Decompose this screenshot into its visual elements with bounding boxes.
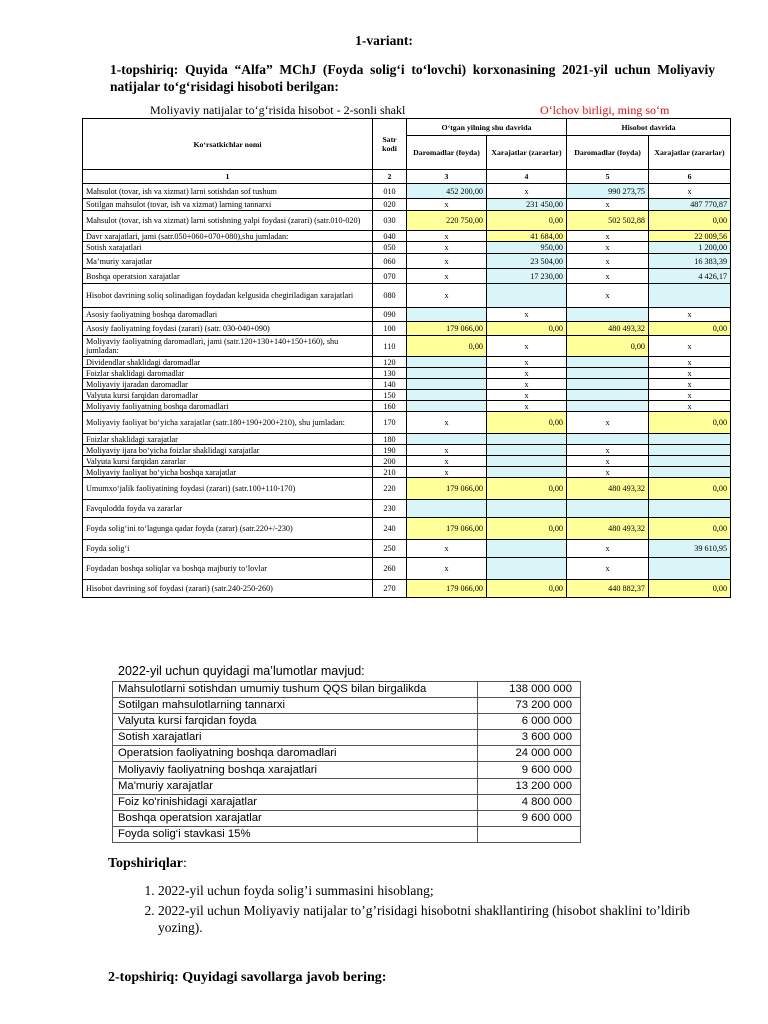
row-code: 130 <box>373 368 407 379</box>
row-name: Favqulodda foyda va zararlar <box>83 500 373 518</box>
row-name: Moliyaviy ijaradan daromadlar <box>83 379 373 390</box>
col-number: 2 <box>373 170 407 184</box>
cell-c5: x <box>567 269 649 284</box>
cell-c4 <box>487 558 567 580</box>
cell-c3: 0,00 <box>407 336 487 357</box>
tasks-title <box>108 856 187 872</box>
cell-c4: 0,00 <box>487 412 567 434</box>
row-code: 120 <box>373 357 407 368</box>
report-row <box>83 308 731 322</box>
cell-c5: x <box>567 412 649 434</box>
row-name: Sotish xarajatlari <box>83 242 373 254</box>
cell-c3 <box>407 390 487 401</box>
cell-c4: 0,00 <box>487 478 567 500</box>
report-row <box>83 445 731 456</box>
cell-c3 <box>407 357 487 368</box>
cell-c6: 0,00 <box>649 322 731 336</box>
row-name: Moliyaviy faoliyat bo‘yicha boshqa xarajatlar <box>83 467 373 478</box>
report-row <box>83 580 731 598</box>
row-code: 030 <box>373 211 407 231</box>
cell-c4 <box>487 445 567 456</box>
cell-c5: x <box>567 540 649 558</box>
cell-c6: 1 200,00 <box>649 242 731 254</box>
cell-c4: 0,00 <box>487 211 567 231</box>
report-row <box>83 357 731 368</box>
header-prev-expense: Xarajatlar (zararlar) <box>487 136 567 170</box>
row-name: Foyda solig‘i <box>83 540 373 558</box>
report-row <box>83 322 731 336</box>
cell-c6: x <box>649 379 731 390</box>
row-code: 260 <box>373 558 407 580</box>
cell-c3 <box>407 401 487 412</box>
cell-c6: 487 770,87 <box>649 199 731 211</box>
row-code: 170 <box>373 412 407 434</box>
data-2022-row <box>113 826 581 842</box>
task-item: 2. 2022-yil uchun Moliyaviy natijalar to’g’risidagi hisobotni shakllantiring (hisobot shaklini to’ldirib yozing). <box>158 902 738 936</box>
cell-c6 <box>649 284 731 308</box>
task1-heading: 1-topshiriq: Quyida “Alfa” MChJ (Foyda solig‘i to‘lovchi) korxonasining 2021-yil uchun Moliyaviy natijalar to‘g‘risidagi hisoboti berilgan: <box>110 62 715 94</box>
cell-c6: x <box>649 401 731 412</box>
cell-c5: x <box>567 254 649 269</box>
cell-c6: x <box>649 390 731 401</box>
data-2022-label: Sotish xarajatlari <box>113 730 478 746</box>
cell-c3: 179 066,00 <box>407 322 487 336</box>
cell-c6: 0,00 <box>649 580 731 598</box>
row-name: Valyuta kursi farqidan daromadlar <box>83 390 373 401</box>
cell-c6: x <box>649 184 731 199</box>
report-row <box>83 284 731 308</box>
row-code: 050 <box>373 242 407 254</box>
cell-c6: 22 009,56 <box>649 231 731 242</box>
report-row <box>83 379 731 390</box>
data-2022-value: 4 800 000 <box>478 794 581 810</box>
row-code: 090 <box>373 308 407 322</box>
row-name: Davr xarajatlari, jami (satr.050+060+070+080),shu jumladan: <box>83 231 373 242</box>
report-row <box>83 368 731 379</box>
cell-c6: 39 610,95 <box>649 540 731 558</box>
header-indicator-name: Ko‘rsatkichlar nomi <box>83 119 373 170</box>
header-prev-income: Daromadlar (foyda) <box>407 136 487 170</box>
cell-c5: 480 493,32 <box>567 322 649 336</box>
cell-c3 <box>407 500 487 518</box>
row-name: Moliyaviy faoliyat bo‘yicha xarajatlar (satr.180+190+200+210), shu jumladan: <box>83 412 373 434</box>
cell-c3: x <box>407 445 487 456</box>
data-2022-intro: 2022-yil uchun quyidagi ma’lumotlar mavjud: <box>118 664 365 678</box>
cell-c6: x <box>649 336 731 357</box>
data-2022-table <box>112 681 581 843</box>
cell-c6: x <box>649 357 731 368</box>
cell-c6: 0,00 <box>649 478 731 500</box>
cell-c3: 179 066,00 <box>407 580 487 598</box>
data-2022-row <box>113 746 581 762</box>
cell-c4: 0,00 <box>487 322 567 336</box>
row-name: Asosiy faoliyatning boshqa daromadlari <box>83 308 373 322</box>
cell-c3: x <box>407 540 487 558</box>
row-code: 190 <box>373 445 407 456</box>
data-2022-label: Mahsulotlarni sotishdan umumiy tushum QQS bilan birgalikda <box>113 682 478 698</box>
cell-c4: 17 230,00 <box>487 269 567 284</box>
cell-c5: 440 882,37 <box>567 580 649 598</box>
cell-c3: 179 066,00 <box>407 478 487 500</box>
row-code: 160 <box>373 401 407 412</box>
cell-c5 <box>567 357 649 368</box>
cell-c5: x <box>567 199 649 211</box>
data-2022-value: 24 000 000 <box>478 746 581 762</box>
report-unit: O‘lchov birligi, ming so‘m <box>540 103 670 117</box>
cell-c5: x <box>567 558 649 580</box>
row-name: Moliyaviy faoliyatning daromadlari, jami (satr.120+130+140+150+160), shu jumladan: <box>83 336 373 357</box>
cell-c3 <box>407 379 487 390</box>
data-2022-label: Sotilgan mahsulotlarning tannarxi <box>113 698 478 714</box>
cell-c4 <box>487 434 567 445</box>
data-2022-label: Valyuta kursi farqidan foyda <box>113 714 478 730</box>
data-2022-label: Foiz ko'rinishidagi xarajatlar <box>113 794 478 810</box>
report-row <box>83 478 731 500</box>
tasks-title-text: Topshiriqlar <box>108 856 183 871</box>
row-code: 200 <box>373 456 407 467</box>
report-row <box>83 500 731 518</box>
cell-c6: 16 383,39 <box>649 254 731 269</box>
row-name: Sotilgan mahsulot (tovar, ish va xizmat) larning tannarxi <box>83 199 373 211</box>
cell-c3: x <box>407 456 487 467</box>
cell-c6 <box>649 467 731 478</box>
row-name: Asosiy faoliyatning foydasi (zarari) (satr. 030-040+090) <box>83 322 373 336</box>
cell-c3: 452 200,00 <box>407 184 487 199</box>
data-2022-label: Ma'muriy xarajatlar <box>113 778 478 794</box>
cell-c6: x <box>649 308 731 322</box>
cell-c3: x <box>407 254 487 269</box>
cell-c5 <box>567 434 649 445</box>
row-code: 270 <box>373 580 407 598</box>
row-name: Foizlar shaklidagi daromadlar <box>83 368 373 379</box>
report-row <box>83 434 731 445</box>
row-code: 060 <box>373 254 407 269</box>
cell-c3: 220 750,00 <box>407 211 487 231</box>
cell-c5: 502 502,88 <box>567 211 649 231</box>
cell-c6 <box>649 558 731 580</box>
cell-c3: 179 066,00 <box>407 518 487 540</box>
cell-c4 <box>487 500 567 518</box>
cell-c3: x <box>407 558 487 580</box>
row-code: 210 <box>373 467 407 478</box>
header-prev-period: O‘tgan yilning shu davrida <box>407 119 567 136</box>
row-code: 110 <box>373 336 407 357</box>
row-code: 230 <box>373 500 407 518</box>
header-curr-period: Hisobot davrida <box>567 119 731 136</box>
row-name: Moliyaviy ijara bo‘yicha foizlar shaklidagi xarajatlar <box>83 445 373 456</box>
cell-c3: x <box>407 242 487 254</box>
col-number: 3 <box>407 170 487 184</box>
cell-c4: 23 504,00 <box>487 254 567 269</box>
row-name: Hisobot davrining soliq solinadigan foydadan kelgusida chegiriladigan xarajatlari <box>83 284 373 308</box>
cell-c5 <box>567 368 649 379</box>
variant-title: 1-variant: <box>355 33 413 48</box>
cell-c3 <box>407 434 487 445</box>
cell-c4 <box>487 540 567 558</box>
cell-c5 <box>567 308 649 322</box>
cell-c4: x <box>487 357 567 368</box>
cell-c5: x <box>567 242 649 254</box>
col-number: 5 <box>567 170 649 184</box>
cell-c5: x <box>567 467 649 478</box>
row-name: Ma’muriy xarajatlar <box>83 254 373 269</box>
row-name: Foyda solig‘ini to‘lagunga qadar foyda (zarar) (satr.220+/-230) <box>83 518 373 540</box>
cell-c5: 480 493,32 <box>567 518 649 540</box>
cell-c4: x <box>487 308 567 322</box>
report-form-name: Moliyaviy natijalar to‘g‘risida hisobot - 2-sonli shakl <box>150 103 406 117</box>
row-code: 100 <box>373 322 407 336</box>
cell-c4: x <box>487 184 567 199</box>
data-2022-row <box>113 794 581 810</box>
data-2022-row <box>113 762 581 778</box>
cell-c4: 0,00 <box>487 518 567 540</box>
row-code: 150 <box>373 390 407 401</box>
report-row <box>83 211 731 231</box>
cell-c4: x <box>487 379 567 390</box>
financial-results-table <box>82 118 731 598</box>
cell-c5: 990 273,75 <box>567 184 649 199</box>
cell-c6: 4 426,17 <box>649 269 731 284</box>
data-2022-value: 138 000 000 <box>478 682 581 698</box>
cell-c5: 480 493,32 <box>567 478 649 500</box>
cell-c6 <box>649 434 731 445</box>
report-row <box>83 456 731 467</box>
data-2022-label: Boshqa operatsion xarajatlar <box>113 810 478 826</box>
row-name: Boshqa operatsion xarajatlar <box>83 269 373 284</box>
report-row <box>83 231 731 242</box>
cell-c4: x <box>487 336 567 357</box>
cell-c5 <box>567 390 649 401</box>
row-name: Mahsulot (tovar, ish va xizmat) larni sotishning yalpi foydasi (zarari) (satr.010-020) <box>83 211 373 231</box>
tasks-title-colon: : <box>182 856 187 871</box>
cell-c3: x <box>407 231 487 242</box>
report-body <box>83 184 731 598</box>
data-2022-row <box>113 730 581 746</box>
report-row <box>83 412 731 434</box>
header-curr-income: Daromadlar (foyda) <box>567 136 649 170</box>
cell-c5: x <box>567 284 649 308</box>
cell-c4 <box>487 456 567 467</box>
data-2022-value: 6 000 000 <box>478 714 581 730</box>
row-code: 070 <box>373 269 407 284</box>
row-code: 080 <box>373 284 407 308</box>
data-2022-row <box>113 682 581 698</box>
cell-c6: 0,00 <box>649 412 731 434</box>
report-row <box>83 390 731 401</box>
cell-c4 <box>487 284 567 308</box>
row-name: Umumxo‘jalik faoliyatining foydasi (zarari) (satr.100+110-170) <box>83 478 373 500</box>
data-2022-row <box>113 778 581 794</box>
col-number: 6 <box>649 170 731 184</box>
report-row <box>83 401 731 412</box>
cell-c3: x <box>407 284 487 308</box>
cell-c4: 231 450,00 <box>487 199 567 211</box>
data-2022-value: 73 200 000 <box>478 698 581 714</box>
row-code: 220 <box>373 478 407 500</box>
header-row-code: Satr kodi <box>373 119 407 170</box>
cell-c4: 0,00 <box>487 580 567 598</box>
row-code: 180 <box>373 434 407 445</box>
cell-c5: x <box>567 456 649 467</box>
report-row <box>83 558 731 580</box>
header-curr-expense: Xarajatlar (zararlar) <box>649 136 731 170</box>
row-name: Hisobot davrining sof foydasi (zarari) (satr.240-250-260) <box>83 580 373 598</box>
row-code: 240 <box>373 518 407 540</box>
report-row <box>83 540 731 558</box>
cell-c3 <box>407 308 487 322</box>
cell-c5 <box>567 401 649 412</box>
data-2022-value: 9 600 000 <box>478 810 581 826</box>
cell-c4: x <box>487 368 567 379</box>
cell-c3: x <box>407 412 487 434</box>
cell-c4: x <box>487 401 567 412</box>
data-2022-value: 9 600 000 <box>478 762 581 778</box>
tasks-list <box>108 882 738 939</box>
cell-c6: 0,00 <box>649 211 731 231</box>
data-2022-row <box>113 698 581 714</box>
data-2022-value: 13 200 000 <box>478 778 581 794</box>
cell-c5: x <box>567 445 649 456</box>
row-code: 010 <box>373 184 407 199</box>
report-row <box>83 269 731 284</box>
data-2022-row <box>113 810 581 826</box>
report-row <box>83 467 731 478</box>
cell-c5 <box>567 500 649 518</box>
report-row <box>83 254 731 269</box>
row-name: Dividendlar shaklidagi daromadlar <box>83 357 373 368</box>
cell-c5: 0,00 <box>567 336 649 357</box>
cell-c4: 950,00 <box>487 242 567 254</box>
row-name: Foydadan boshqa soliqlar va boshqa majburiy to‘lovlar <box>83 558 373 580</box>
task2-heading: 2-topshiriq: Quyidagi savollarga javob bering: <box>108 970 387 985</box>
cell-c6 <box>649 445 731 456</box>
report-row <box>83 199 731 211</box>
data-2022-label: Foyda solig‘i stavkasi 15% <box>113 826 478 842</box>
data-2022-value <box>478 826 581 842</box>
data-2022-value: 3 600 000 <box>478 730 581 746</box>
col-number: 4 <box>487 170 567 184</box>
cell-c3: x <box>407 269 487 284</box>
col-number: 1 <box>83 170 373 184</box>
row-name: Valyuta kursi farqidan zararlar <box>83 456 373 467</box>
report-row <box>83 336 731 357</box>
row-name: Mahsulot (tovar, ish va xizmat) larni sotishdan sof tushum <box>83 184 373 199</box>
cell-c4: x <box>487 390 567 401</box>
cell-c3: x <box>407 467 487 478</box>
row-code: 250 <box>373 540 407 558</box>
row-name: Foizlar shaklidagi xarajatlar <box>83 434 373 445</box>
cell-c3: x <box>407 199 487 211</box>
data-2022-row <box>113 714 581 730</box>
cell-c4 <box>487 467 567 478</box>
task-item: 1. 2022-yil uchun foyda solig’i summasini hisoblang; <box>158 882 738 899</box>
cell-c6 <box>649 500 731 518</box>
cell-c6: x <box>649 368 731 379</box>
cell-c3 <box>407 368 487 379</box>
data-2022-label: Operatsion faoliyatning boshqa daromadlari <box>113 746 478 762</box>
report-row <box>83 518 731 540</box>
cell-c6 <box>649 456 731 467</box>
data-2022-body <box>113 682 581 843</box>
row-code: 140 <box>373 379 407 390</box>
data-2022-label: Moliyaviy faoliyatning boshqa xarajatlari <box>113 762 478 778</box>
row-code: 040 <box>373 231 407 242</box>
report-row <box>83 184 731 199</box>
row-code: 020 <box>373 199 407 211</box>
row-name: Moliyaviy faoliyatning boshqa daromadlari <box>83 401 373 412</box>
cell-c5: x <box>567 231 649 242</box>
cell-c4: 41 684,00 <box>487 231 567 242</box>
cell-c5 <box>567 379 649 390</box>
cell-c6: 0,00 <box>649 518 731 540</box>
report-row <box>83 242 731 254</box>
